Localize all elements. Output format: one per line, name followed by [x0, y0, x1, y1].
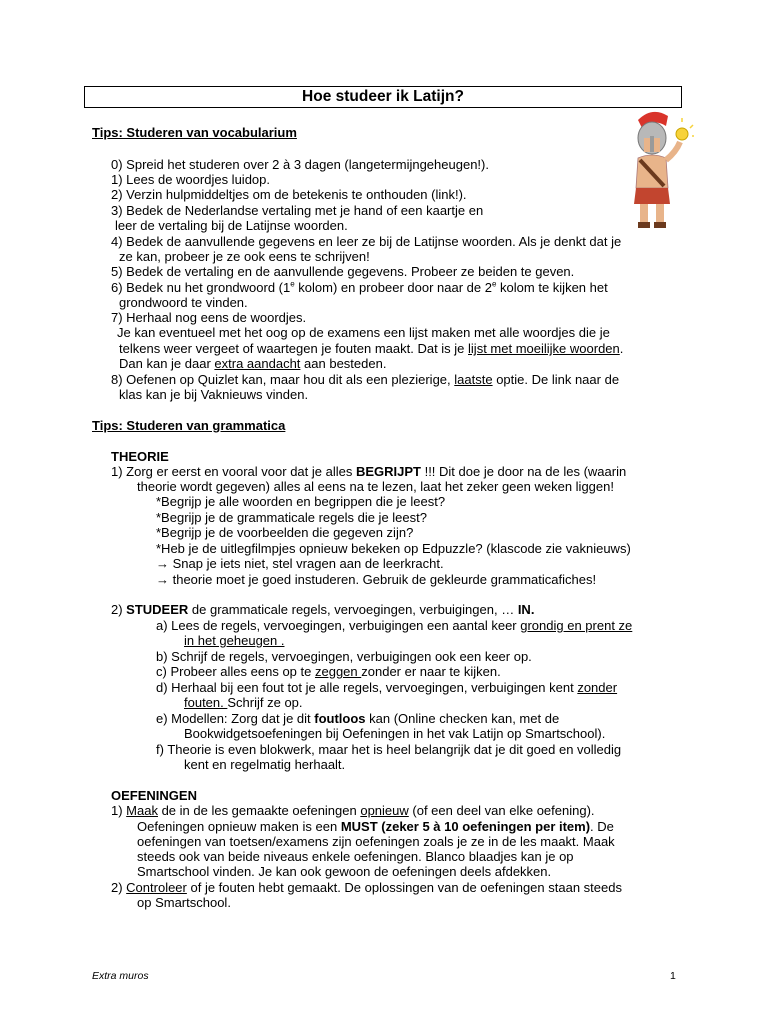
step-d-underlined-2: fouten.: [184, 695, 228, 710]
step-d-line-2: [184, 695, 303, 710]
theory-line-1a-part2: !!! Dit doe je door na de les (waarin: [420, 464, 627, 479]
must-emphasis: MUST (zeker 5 à 10 oefeningen per item): [340, 819, 591, 834]
voc-line-6a-part3: kolom te kijken het: [496, 280, 608, 295]
voc-line-2: 2) Verzin hulpmiddeltjes om de betekenis te onthouden (link!).: [111, 187, 467, 202]
voc-line-6b: grondwoord te vinden.: [119, 295, 248, 310]
footer-label: Extra muros: [92, 970, 149, 982]
theory-line-1a-part1: 1) Zorg er eerst en vooral voor dat je alles: [111, 464, 356, 479]
step-d-text: d) Herhaal bij een fout tot je alle regels, vervoegingen, verbuigingen kent: [156, 680, 578, 695]
theory-arrow-2: → theorie moet je goed instuderen. Gebruik de gekleurde grammaticafiches!: [156, 572, 597, 587]
voc-line-6a-sup2: e: [491, 279, 497, 289]
step-d-line-1: [156, 680, 617, 695]
step-a-underlined-1: grondig en prent ze: [520, 618, 633, 633]
voc-line-5: 5) Bedek de vertaling en de aanvullende gegevens. Probeer ze beiden te geven.: [111, 264, 575, 279]
theory-check-3: *Begrijp je de voorbeelden die gegeven zijn?: [156, 525, 414, 540]
voc-line-7d: [119, 356, 386, 371]
study-emphasis: STUDEER: [126, 602, 189, 617]
voc-line-0: 0) Spreid het studeren over 2 à 3 dagen (langetermijngeheugen!).: [111, 157, 489, 172]
step-c-part2: zonder er naar te kijken.: [361, 664, 501, 679]
step-c-part1: c) Probeer alles eens op te: [156, 664, 315, 679]
section-heading-vocabularium: Tips: Studeren van vocabularium: [92, 125, 297, 140]
voc-line-3b: leer de vertaling bij de Latijnse woorden.: [115, 218, 348, 233]
roman-soldier-illustration: [624, 108, 694, 233]
study-line-text: de grammaticale regels, vervoegingen, verbuigingen, …: [188, 602, 518, 617]
exercise-line-1d: steeds ook van beide niveaus enkele oefeningen. Blanco blaadjes kan je op: [137, 849, 574, 864]
voc-line-7c-part1: telkens weer vergeet of waartegen je fouten maakt. Dat is je: [119, 341, 469, 356]
make-underlined: Maak: [126, 803, 158, 818]
exercise-line-1c: oefeningen van toetsen/examens zijn oefeningen zoals je ze in de les maakt. Maak: [137, 834, 615, 849]
step-a-line-2: [184, 633, 284, 648]
step-e-line-2: Bookwidgetsoefeningen bij Oefeningen in het vak Latijn op Smartschool).: [184, 726, 606, 741]
step-c-underlined: zeggen: [314, 664, 362, 679]
exercise-line-1a-part2: de in de les gemaakte oefeningen: [157, 803, 361, 818]
voc-line-8b: klas kan je bij Vaknieuws vinden.: [119, 387, 309, 402]
theory-heading: THEORIE: [111, 449, 169, 464]
exercise-line-1b-part2: . De: [590, 819, 614, 834]
step-b: b) Schrijf de regels, vervoegingen, verbuigingen ook een keer op.: [156, 649, 532, 664]
voc-line-8a-part1: 8) Oefenen op Quizlet kan, maar hou dit als een plezierige,: [111, 372, 455, 387]
exercise-line-1a: [111, 803, 595, 818]
exercise-line-1b-part1: Oefeningen opnieuw maken is een: [137, 819, 341, 834]
voc-line-4b: ze kan, probeer je ze ook eens te schrijven!: [119, 249, 370, 264]
step-d-underlined-1: zonder: [577, 680, 618, 695]
step-a-line-1: [156, 618, 632, 633]
voc-line-7c: [119, 341, 623, 356]
voc-line-4a: 4) Bedek de aanvullende gegevens en leer ze bij de Latijnse woorden. Als je denkt dat je: [111, 234, 622, 249]
theory-line-1a: [111, 464, 626, 479]
study-line: [111, 602, 534, 617]
section-heading-grammatica: Tips: Studeren van grammatica: [92, 418, 286, 433]
study-line-number: 2): [111, 602, 127, 617]
understand-emphasis: BEGRIJPT: [355, 464, 421, 479]
difficult-words-list-phrase: lijst met moeilijke woorden: [468, 341, 620, 356]
last-option-word: laatste: [454, 372, 493, 387]
voc-line-8a: [111, 372, 619, 387]
voc-line-8a-part2: optie. De link naar de: [492, 372, 620, 387]
voc-line-7d-part2: aan besteden.: [300, 356, 387, 371]
voc-line-6a-part2: kolom) en probeer door naar de 2: [294, 280, 492, 295]
exercise-line-1b: [137, 819, 614, 834]
study-in-emphasis: IN.: [517, 602, 535, 617]
voc-line-6a: [111, 280, 608, 295]
voc-line-7c-part2: .: [619, 341, 624, 356]
theory-line-1b: theorie wordt gegeven) alles al eens na te lezen, laat het zeker geen weken liggen!: [137, 479, 614, 494]
voc-line-7d-part1: Dan kan je daar: [119, 356, 215, 371]
voc-line-1: 1) Lees de woordjes luidop.: [111, 172, 270, 187]
theory-arrow-1: → Snap je iets niet, stel vragen aan de leerkracht.: [156, 556, 444, 571]
voc-line-6a-part1: 6) Bedek nu het grondwoord (1: [111, 280, 291, 295]
exercise-line-2a: [111, 880, 622, 895]
again-underlined: opnieuw: [360, 803, 409, 818]
exercises-heading: OEFENINGEN: [111, 788, 197, 803]
page-number: 1: [670, 970, 676, 982]
step-e-part2: kan (Online checken kan, met de: [365, 711, 560, 726]
step-d-part2: Schrijf ze op.: [227, 695, 303, 710]
exercise-line-2a-number: 2): [111, 880, 127, 895]
step-a-underlined-2: in het geheugen .: [184, 633, 285, 648]
extra-attention-phrase: extra aandacht: [214, 356, 301, 371]
theory-check-4: *Heb je de uitlegfilmpjes opnieuw bekeken op Edpuzzle? (klascode zie vaknieuws): [156, 541, 631, 556]
theory-check-2: *Begrijp je de grammaticale regels die je leest?: [156, 510, 427, 525]
step-a-text: a) Lees de regels, vervoegingen, verbuigingen een aantal keer: [156, 618, 521, 633]
step-e-emphasis: foutloos: [314, 711, 366, 726]
exercise-line-1a-number: 1): [111, 803, 127, 818]
page-title: Hoe studeer ik Latijn?: [84, 86, 682, 108]
exercise-line-2b: op Smartschool.: [137, 895, 231, 910]
step-f-line-2: kent en regelmatig herhaalt.: [184, 757, 346, 772]
exercise-line-1a-part3: (of een deel van elke oefening).: [408, 803, 595, 818]
exercise-line-1e: Smartschool vinden. Je kan ook gewoon de oefeningen deels afdekken.: [137, 864, 552, 879]
step-c: [156, 664, 501, 679]
voc-line-6a-sup1: e: [290, 279, 295, 289]
check-underlined: Controleer: [126, 880, 187, 895]
theory-check-1: *Begrijp je alle woorden en begrippen die je leest?: [156, 494, 446, 509]
step-f-line-1: f) Theorie is even blokwerk, maar het is heel belangrijk dat je dit goed en volledig: [156, 742, 622, 757]
voc-line-7b: Je kan eventueel met het oog op de examens een lijst maken met alle woordjes die je: [117, 325, 610, 340]
step-e-line-1: [156, 711, 559, 726]
step-e-part1: e) Modellen: Zorg dat je dit: [156, 711, 315, 726]
exercise-line-2a-part2: of je fouten hebt gemaakt. De oplossingen van de oefeningen staan steeds: [186, 880, 622, 895]
voc-line-3a: 3) Bedek de Nederlandse vertaling met je hand of een kaartje en: [111, 203, 484, 218]
voc-line-7a: 7) Herhaal nog eens de woordjes.: [111, 310, 307, 325]
